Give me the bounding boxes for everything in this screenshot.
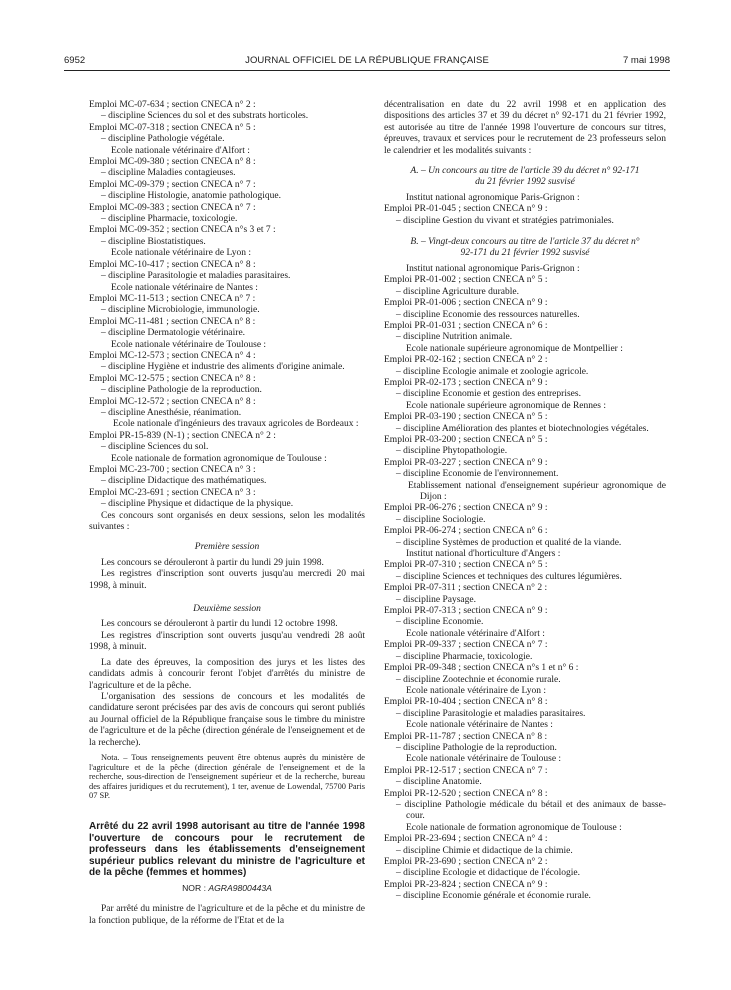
emploi-line: Emploi PR-12-520 ; section CNECA n° 8 :: [384, 788, 548, 799]
discipline-line: – discipline Microbiologie, immunologie.: [101, 305, 260, 316]
discipline-line: – discipline Parasitologie et maladies parasitaires.: [101, 271, 291, 282]
discipline-line: – discipline Pathologie végétale.: [101, 134, 225, 145]
session1-dates: Les concours se dérouleront à partir du lundi 29 juin 1998.: [101, 557, 324, 568]
institution-heading: Ecole nationale vétérinaire de Lyon :: [406, 685, 547, 696]
emploi-line: Emploi MC-07-318 ; section CNECA n° 5 :: [89, 122, 256, 133]
institution-heading: Institut national agronomique Paris-Grignon :: [406, 192, 580, 203]
institution-heading: Ecole nationale vétérinaire de Toulouse :: [111, 339, 267, 350]
sessions-intro: Ces concours sont organisés en deux sessions, selon les modalités suivantes :: [89, 510, 365, 533]
emploi-line: Emploi MC-12-572 ; section CNECA n° 8 :: [89, 396, 256, 407]
nor-reference: [89, 883, 365, 894]
emploi-line: Emploi PR-15-839 (N-1) ; section CNECA n° 2 :: [89, 430, 276, 441]
left-column: [89, 100, 365, 927]
emploi-line: Emploi MC-09-352 ; section CNECA n°s 3 et 7 :: [89, 225, 276, 236]
emploi-line: Emploi PR-23-690 ; section CNECA n° 2 :: [384, 857, 548, 867]
institution-heading: Ecole nationale vétérinaire de Nantes :: [111, 282, 258, 293]
discipline-line: – discipline Systèmes de production et qualité de la viande.: [396, 537, 622, 548]
discipline-line: – discipline Sciences et techniques des cultures légumières.: [396, 571, 622, 582]
discipline-line: – discipline Economie générale et économie rurale.: [396, 891, 591, 902]
institution-heading: Institut national d'horticulture d'Angers :: [406, 549, 561, 560]
para-organisation: L'organisation des sessions de concours et les modalités de candidature seront précisées par des avis de concours qui seront publiés au Journal officiel de la République française sous le timbre du ministre de l'agriculture et de la pêche (direction générale de l'enseignement et de la recherche).: [89, 691, 365, 748]
emploi-line: Emploi PR-07-311 ; section CNECA n° 2 :: [384, 583, 548, 594]
discipline-line: – discipline Phytopathologie.: [396, 446, 508, 457]
discipline-line: – discipline Ecologie animale et zoologie agricole.: [396, 366, 589, 377]
discipline-line: – discipline Sciences du sol et des substrats horticoles.: [101, 111, 309, 122]
nota-renseignements: Nota. – Tous renseignements peuvent être obtenus auprès du ministère de l'agriculture et de la pêche (direction générale de l'enseignement et de la recherche, sous-direction de l'enseignement supérieur et de la recherche, bureau des affaires juridiques et du recrutement), 1 ter, avenue de Lowendal, 75700 Paris 07 SP.: [89, 752, 365, 801]
emploi-line: Emploi MC-09-380 ; section CNECA n° 8 :: [89, 157, 256, 168]
emploi-line: Emploi MC-23-700 ; section CNECA n° 3 :: [89, 465, 256, 475]
discipline-line: – discipline Histologie, anatomie pathologique.: [101, 191, 281, 202]
discipline-line: – discipline Anesthésie, réanimation.: [101, 407, 242, 418]
section-a-title: A. – Un concours au titre de l'article 39 du décret n° 92-171 du 21 février 1992 susvisé: [410, 166, 640, 188]
left-list-1: [89, 100, 365, 419]
discipline-line: – discipline Pharmacie, toxicologie.: [396, 651, 533, 662]
para-epreuves: La date des épreuves, la composition des jurys et les listes des candidats admis à concourir feront l'objet d'arrêtés du ministre de l'agriculture et de la pêche.: [89, 657, 365, 691]
section-b-list-1: [384, 264, 666, 424]
section-b-list-3: [384, 503, 666, 800]
institution-heading: Ecole nationale vétérinaire de Lyon :: [111, 248, 252, 259]
section-b-list-4: [384, 823, 666, 903]
nor-label: NOR :: [182, 882, 206, 893]
discipline-line: – discipline Pathologie de la reproduction.: [396, 742, 557, 753]
arrete-title: Arrêté du 22 avril 1998 autorisant au titre de l'année 1998 l'ouverture de concours pour le recrutement de professeurs dans les établissements d'enseignement supérieur publics relevant du ministre de l'agriculture et de la pêche (femmes et hommes): [89, 820, 365, 879]
emploi-line: Emploi PR-01-006 ; section CNECA n° 9 :: [384, 298, 548, 309]
institution-heading: Institut national agronomique Paris-Grignon :: [406, 263, 580, 274]
session1-title: Première session: [194, 542, 260, 553]
emploi-line: Emploi MC-11-513 ; section CNECA n° 7 :: [89, 293, 256, 304]
institution-heading: Ecole nationale de formation agronomique de Toulouse :: [111, 453, 327, 464]
emploi-line: Emploi PR-03-200 ; section CNECA n° 5 :: [384, 434, 548, 445]
discipline-line: – discipline Paysage.: [396, 594, 476, 605]
header-rule: [64, 70, 670, 71]
discipline-pathologie-medicale: – discipline Pathologie médicale du bétail et des animaux de basse-cour.: [396, 799, 666, 822]
discipline-line: – discipline Sciences du sol.: [101, 442, 209, 453]
emploi-line: Emploi PR-03-190 ; section CNECA n° 5 :: [384, 412, 548, 423]
emploi-line: Emploi PR-07-313 ; section CNECA n° 9 :: [384, 606, 548, 617]
emploi-line: Emploi MC-09-379 ; section CNECA n° 7 :: [89, 179, 256, 190]
emploi-line: Emploi MC-07-634 ; section CNECA n° 2 :: [89, 100, 256, 110]
discipline-line: – discipline Agriculture durable.: [396, 286, 519, 297]
discipline-line: – discipline Hygiène et industrie des aliments d'origine animale.: [101, 362, 345, 373]
emploi-line: Emploi PR-09-348 ; section CNECA n°s 1 et n° 6 :: [384, 663, 579, 674]
emploi-line: Emploi PR-10-404 ; section CNECA n° 8 :: [384, 697, 548, 708]
institution-heading: Ecole nationale vétérinaire de Nantes :: [406, 720, 553, 731]
par-arrete-text: Par arrêté du ministre de l'agriculture et de la pêche et du ministre de la fonction publique, de la réforme de l'Etat et de la: [89, 904, 365, 926]
emploi-line: Emploi PR-09-337 ; section CNECA n° 7 :: [384, 640, 548, 651]
discipline-line: – discipline Anatomie.: [396, 777, 482, 788]
discipline-line: – discipline Economie de l'environnement.: [396, 469, 559, 480]
session2-dates: Les concours se dérouleront à partir du lundi 12 octobre 1998.: [101, 619, 338, 630]
institution-heading: Ecole nationale vétérinaire d'Alfort :: [111, 145, 250, 156]
discipline-line: – discipline Biostatistiques.: [101, 236, 206, 247]
emploi-line: Emploi MC-11-481 ; section CNECA n° 8 :: [89, 316, 256, 327]
emploi-line: Emploi MC-09-383 ; section CNECA n° 7 :: [89, 202, 256, 213]
discipline-line: – discipline Dermatologie vétérinaire.: [101, 328, 246, 339]
discipline-line: – discipline Nutrition animale.: [396, 332, 513, 343]
discipline-line: – discipline Didactique des mathématiques.: [101, 476, 267, 487]
emploi-line: Emploi PR-01-002 ; section CNECA n° 5 :: [384, 275, 548, 286]
issue-date: 7 mai 1998: [622, 55, 670, 66]
discipline-line: – discipline Pathologie de la reproduction.: [101, 385, 262, 396]
emploi-line: Emploi PR-23-694 ; section CNECA n° 4 :: [384, 834, 548, 845]
emploi-line: Emploi MC-10-417 ; section CNECA n° 8 :: [89, 259, 256, 270]
right-column: [384, 100, 666, 903]
section-a-list: [384, 193, 666, 227]
discipline-line: – discipline Physique et didactique de la physique.: [101, 499, 294, 510]
discipline-amelioration-plantes: – discipline Amélioration des plantes et biotechnologies végétales.: [396, 423, 649, 434]
emploi-line: Emploi PR-06-276 ; section CNECA n° 9 :: [384, 503, 548, 514]
discipline-line: – discipline Pharmacie, toxicologie.: [101, 214, 238, 225]
institution-heading: Ecole nationale supérieure agronomique de Rennes :: [406, 400, 606, 411]
page-number: 6952: [64, 55, 86, 66]
institution-heading: Ecole nationale supérieure agronomique de Montpellier :: [406, 343, 623, 354]
emploi-line: Emploi PR-11-787 ; section CNECA n° 8 :: [384, 731, 548, 742]
emploi-line: Emploi PR-23-824 ; section CNECA n° 9 :: [384, 879, 548, 890]
institution-heading: Ecole nationale vétérinaire d'Alfort :: [406, 628, 545, 639]
emploi-line: Emploi PR-02-162 ; section CNECA n° 2 :: [384, 355, 548, 366]
left-list-2: [89, 431, 365, 511]
discipline-line: – discipline Economie des ressources naturelles.: [396, 309, 580, 320]
institution-heading: Ecole nationale vétérinaire de Toulouse :: [406, 754, 562, 765]
discipline-line: – discipline Gestion du vivant et stratégies patrimoniales.: [396, 215, 614, 226]
discipline-line: – discipline Sociologie.: [396, 514, 486, 525]
emploi-line: Emploi MC-12-573 ; section CNECA n° 4 :: [89, 350, 256, 361]
section-b-list-2: [384, 435, 666, 481]
discipline-line: – discipline Chimie et didactique de la chimie.: [396, 845, 573, 856]
emploi-line: Emploi PR-06-274 ; section CNECA n° 6 :: [384, 526, 548, 537]
section-b-title: B. – Vingt-deux concours au titre de l'article 37 du décret n° 92-171 du 21 février 1992 susvisé: [410, 237, 640, 259]
discipline-line: – discipline Parasitologie et maladies parasitaires.: [396, 708, 586, 719]
emploi-line: Emploi PR-02-173 ; section CNECA n° 9 :: [384, 377, 548, 388]
intro-paragraph: décentralisation en date du 22 avril 1998 et en application des dispositions des articles 37 et 39 du décret n° 92-171 du 21 février 1992, est autorisée au titre de l'année 1998 l'ouverture de concours sur titres, épreuves, travaux et services pour le recrutement de 23 professeurs selon le calendrier et les modalités suivants :: [384, 100, 666, 156]
discipline-line: – discipline Economie et gestion des entreprises.: [396, 389, 581, 400]
etablissement-dijon-heading: Etablissement national d'enseignement supérieur agronomique de Dijon :: [408, 480, 666, 502]
emploi-line: Emploi PR-12-517 ; section CNECA n° 7 :: [384, 765, 548, 776]
discipline-line: – discipline Maladies contagieuses.: [101, 168, 236, 179]
emploi-line: Emploi PR-01-031 ; section CNECA n° 6 :: [384, 320, 548, 331]
discipline-line: – discipline Ecologie et didactique de l'écologie.: [396, 868, 580, 879]
institution-heading: Ecole nationale de formation agronomique de Toulouse :: [406, 822, 622, 833]
discipline-line: – discipline Zootechnie et économie rurale.: [396, 674, 561, 685]
emploi-line: Emploi PR-01-045 ; section CNECA n° 9 :: [384, 204, 548, 215]
page-header: [64, 55, 670, 69]
ecole-bordeaux-heading: Ecole nationale d'ingénieurs des travaux agricoles de Bordeaux :: [113, 419, 359, 430]
emploi-line: Emploi MC-23-691 ; section CNECA n° 3 :: [89, 487, 256, 498]
emploi-line: Emploi PR-03-227 ; section CNECA n° 9 :: [384, 457, 548, 468]
session2-title: Deuxième session: [193, 604, 261, 615]
nor-value: AGRA9800443A: [208, 882, 272, 893]
emploi-line: Emploi PR-07-310 ; section CNECA n° 5 :: [384, 560, 548, 571]
discipline-line: – discipline Economie.: [396, 617, 484, 628]
emploi-line: Emploi MC-12-575 ; section CNECA n° 8 :: [89, 373, 256, 384]
journal-title: JOURNAL OFFICIEL DE LA RÉPUBLIQUE FRANÇAISE: [245, 55, 489, 66]
session2-registration: Les registres d'inscription sont ouverts jusqu'au vendredi 28 août 1998, à minuit.: [89, 630, 365, 653]
session1-registration: Les registres d'inscription sont ouverts jusqu'au mercredi 20 mai 1998, à minuit.: [89, 569, 365, 591]
